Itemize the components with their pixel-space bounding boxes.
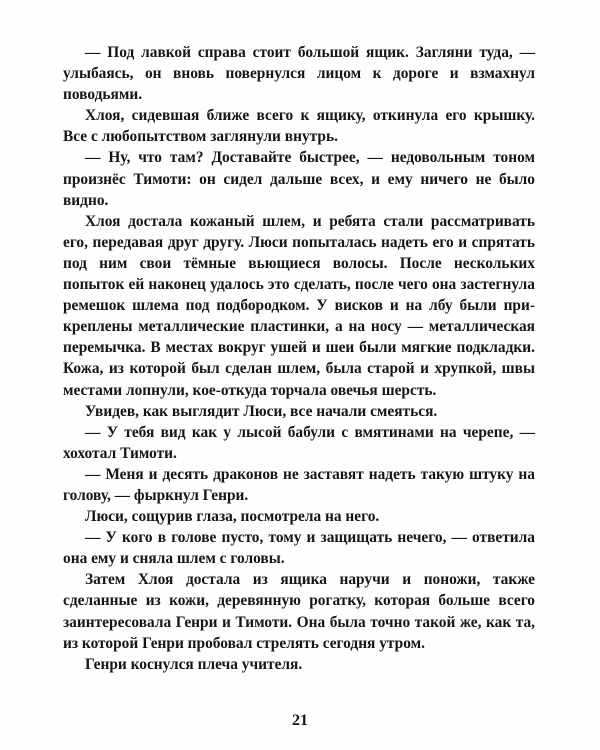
- page-number: 21: [292, 712, 308, 729]
- paragraph: Генри коснулся плеча учителя.: [85, 655, 303, 673]
- paragraph: — У тебя вид как у лысой бабули с вмятинами на черепе, — хохотал Тимоти.: [63, 423, 535, 462]
- paragraph: — У кого в голове пусто, тому и защищать нечего, — ответила она ему и сняла шлем с головы.: [63, 529, 535, 568]
- paragraph: Хлоя, сидевшая ближе всего к ящику, откинула его крышку. Все с любопытством заглянули внутрь.: [63, 107, 535, 146]
- body-text: [63, 42, 535, 675]
- paragraph: Затем Хлоя достала из ящика наручи и поножи, также сделанные из кожи, деревянную рогатку, которая больше всего заинтересовала Генри и Тимоти. Она была точно такой же, как та, из которой Генри пробовал стрелять сегодня утром.: [63, 571, 535, 652]
- paragraph: Люси, сощурив глаза, посмотрела на него.: [85, 508, 380, 526]
- paragraph: — Меня и десять драконов не заставят надеть такую штуку на голову, — фыркнул Генри.: [63, 465, 535, 504]
- paragraph: Хлоя достала кожаный шлем, и ребята стали рассматривать его, передавая друг другу. Люси попыталась надеть его и спрятать под ним свои тёмные вьющиеся волосы. После нескольких попыток ей наконец удалось это сделать, после чего она застегнула ремешок шлема под подбородком. У висков и на лбу были прикреплены металлические пластинки, а на носу — металлическая перемычка. В местах вокруг ушей и шеи были мягкие подкладки. Кожа, из которой был сделан шлем, была старой и хрупкой, швы местами лопнули, кое-откуда торчала овечья шерсть.: [63, 212, 535, 399]
- paragraph: — Ну, что там? Доставайте быстрее, — недовольным тоном произнёс Тимоти: он сидел дальше всех, и ему ничего не было видно.: [63, 149, 535, 209]
- paragraph: Увидев, как выглядит Люси, все начали смеяться.: [85, 402, 438, 420]
- paragraph: — Под лавкой справа стоит большой ящик. Загляни туда, — улыбаясь, он вновь повернулся лицом к дороге и взмахнул поводьями.: [63, 44, 535, 104]
